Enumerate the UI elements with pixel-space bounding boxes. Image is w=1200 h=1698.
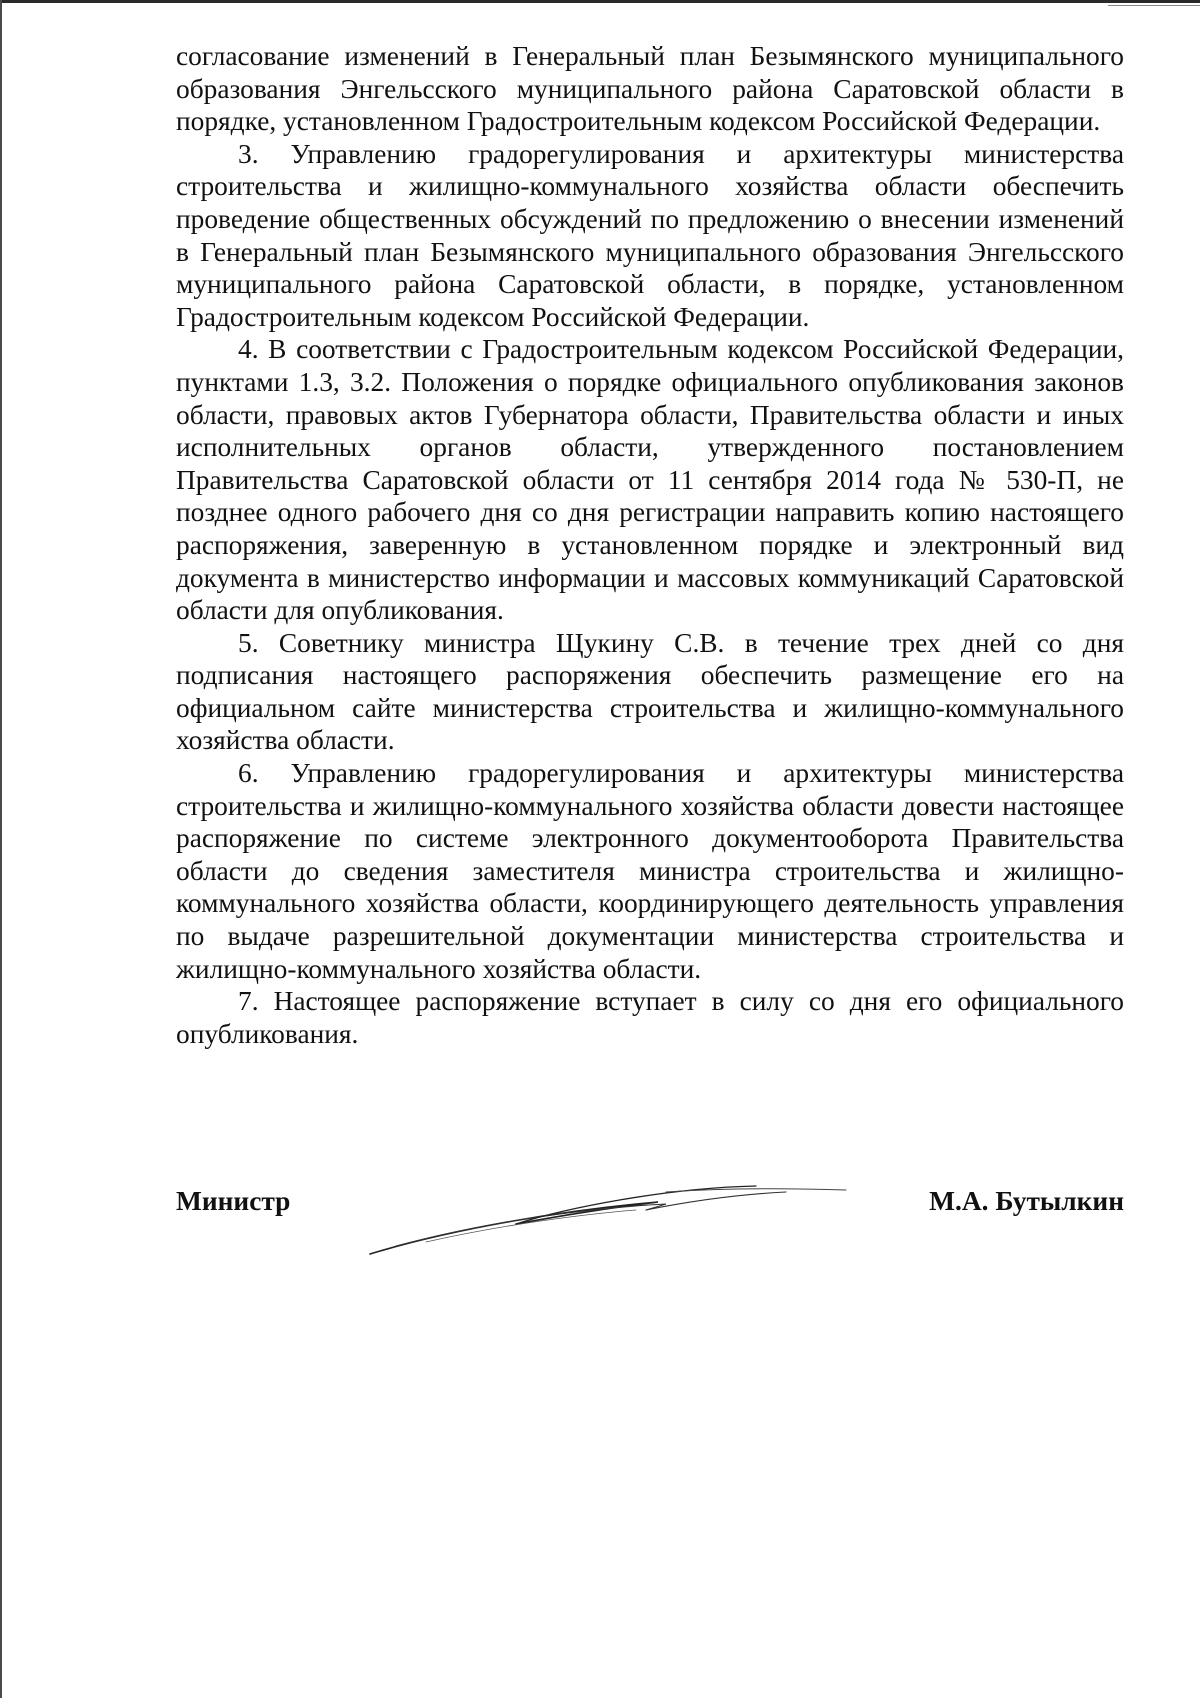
paragraph-item-7: 7. Настоящее распоряжение вступает в силу со дня его официального опубликования. [176, 986, 1124, 1049]
scan-border-top [0, 0, 1200, 3]
paragraph-item-6: 6. Управлению градорегулирования и архитектуры министерства строительства и жилищно-коммунального хозяйства области довести настоящее распоряжение по системе электронного документооборота Правительства области до сведения заместителя министра строительства и жилищно-коммунального хозяйства области, координирующего деятельность управления по выдаче разрешительной документации министерства строительства и жилищно-коммунального хозяйства области. [176, 758, 1124, 984]
scan-border-top-right [1108, 5, 1200, 6]
scan-border-left [0, 0, 2, 1698]
signer-name: М.А. Бутылкин [929, 1186, 1124, 1216]
paragraph-item-4: 4. В соответствии с Градостроительным кодексом Российской Федерации, пунктами 1.3, 3.2. Положения о порядке официального опубликования законов области, правовых актов Губернатора области, Правительства области и иных исполнительных органов области, утвержденного постановлением Правительства Саратовской области от 11 сентября 2014 года № 530-П, не позднее одного рабочего дня со дня регистрации направить копию настоящего распоряжения, заверенную в установленном порядке и электронный вид документа в министерство информации и массовых коммуникаций Саратовской области для опубликования. [176, 334, 1124, 626]
handwritten-signature [366, 1180, 886, 1270]
paragraph-item-3: 3. Управлению градорегулирования и архитектуры министерства строительства и жилищно-коммунального хозяйства области обеспечить проведение общественных обсуждений по предложению о внесении изменений в Генеральный план Безымянского муниципального образования Энгельсского муниципального района Саратовской области, в порядке, установленном Градостроительным кодексом Российской Федерации. [176, 138, 1124, 332]
signature-block [176, 1180, 1124, 1270]
paragraph-continuation: согласование изменений в Генеральный план Безымянского муниципального образования Энгельсского муниципального района Саратовской области в порядке, установленном Градостроительным кодексом Российской Федерации. [176, 41, 1124, 137]
signer-title: Министр [176, 1186, 291, 1216]
paragraph-item-5: 5. Советнику министра Щукину С.В. в течение трех дней со дня подписания настоящего распоряжения обеспечить размещение его на официальном сайте министерства строительства и жилищно-коммунального хозяйства области. [176, 627, 1124, 756]
document-body [176, 40, 1124, 1050]
